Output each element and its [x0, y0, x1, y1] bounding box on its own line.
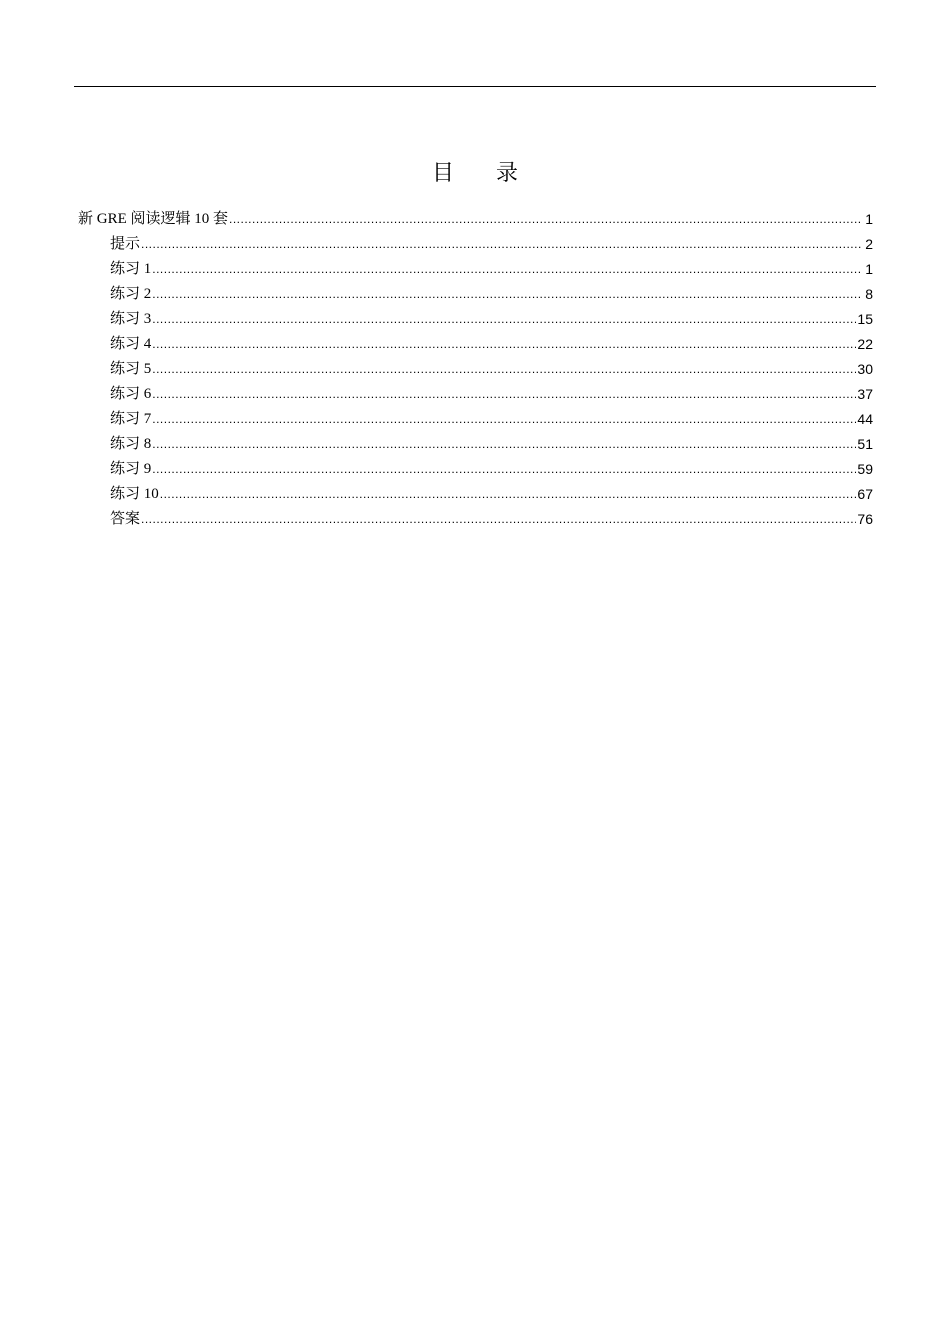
toc-dot-leader: [152, 336, 856, 352]
toc-dot-leader: [141, 511, 856, 527]
toc-entry-label: 练习 5: [110, 361, 152, 377]
toc-dot-leader: [229, 211, 862, 227]
toc-entry-label: 提示: [110, 236, 141, 252]
toc-dot-leader: [152, 286, 862, 302]
toc-title-char-1: 目: [431, 160, 454, 185]
toc-title: [0, 158, 950, 188]
toc-entry-page: 44: [857, 411, 873, 427]
toc-entry[interactable]: [78, 354, 873, 379]
toc-entry[interactable]: [78, 504, 873, 529]
toc-entry-label: 答案: [110, 511, 141, 527]
toc-entry-label: 练习 10: [110, 486, 159, 502]
toc-entry-page: 2: [865, 236, 873, 252]
toc-entry-page: 8: [865, 286, 873, 302]
toc-entry-label: 练习 9: [110, 461, 152, 477]
toc-entry-page: 1: [865, 261, 873, 277]
toc-dot-leader: [152, 261, 862, 277]
header-rule: [74, 86, 876, 87]
toc-entry[interactable]: [78, 279, 873, 304]
toc-entry[interactable]: [78, 304, 873, 329]
toc-dot-leader: [152, 361, 856, 377]
table-of-contents: [78, 204, 873, 529]
toc-entry-page: 30: [857, 361, 873, 377]
toc-dot-leader: [160, 486, 857, 502]
toc-entry-label: 练习 3: [110, 311, 152, 327]
toc-entry[interactable]: [78, 229, 873, 254]
toc-entry-page: 37: [857, 386, 873, 402]
toc-entry-page: 1: [865, 211, 873, 227]
toc-dot-leader: [152, 461, 856, 477]
toc-entry[interactable]: [78, 454, 873, 479]
toc-entry[interactable]: [78, 404, 873, 429]
toc-dot-leader: [152, 411, 856, 427]
toc-entry-page: 76: [857, 511, 873, 527]
toc-dot-leader: [141, 236, 862, 252]
toc-entry-page: 22: [857, 336, 873, 352]
toc-entry-label: 练习 6: [110, 386, 152, 402]
toc-entry-label: 练习 2: [110, 286, 152, 302]
toc-dot-leader: [152, 311, 856, 327]
toc-entry[interactable]: [78, 254, 873, 279]
toc-entry-label: 练习 1: [110, 261, 152, 277]
toc-entry[interactable]: [78, 204, 873, 229]
toc-entry-page: 15: [857, 311, 873, 327]
toc-entry[interactable]: [78, 329, 873, 354]
toc-title-char-2: 录: [496, 160, 519, 185]
toc-entry-label: 练习 4: [110, 336, 152, 352]
toc-dot-leader: [152, 436, 856, 452]
toc-dot-leader: [152, 386, 856, 402]
toc-entry-label: 练习 7: [110, 411, 152, 427]
toc-entry[interactable]: [78, 479, 873, 504]
toc-entry-page: 67: [857, 486, 873, 502]
toc-entry[interactable]: [78, 429, 873, 454]
toc-entry-page: 51: [857, 436, 873, 452]
toc-entry[interactable]: [78, 379, 873, 404]
toc-entry-label: 练习 8: [110, 436, 152, 452]
toc-entry-label: 新 GRE 阅读逻辑 10 套: [78, 211, 229, 227]
toc-entry-page: 59: [857, 461, 873, 477]
